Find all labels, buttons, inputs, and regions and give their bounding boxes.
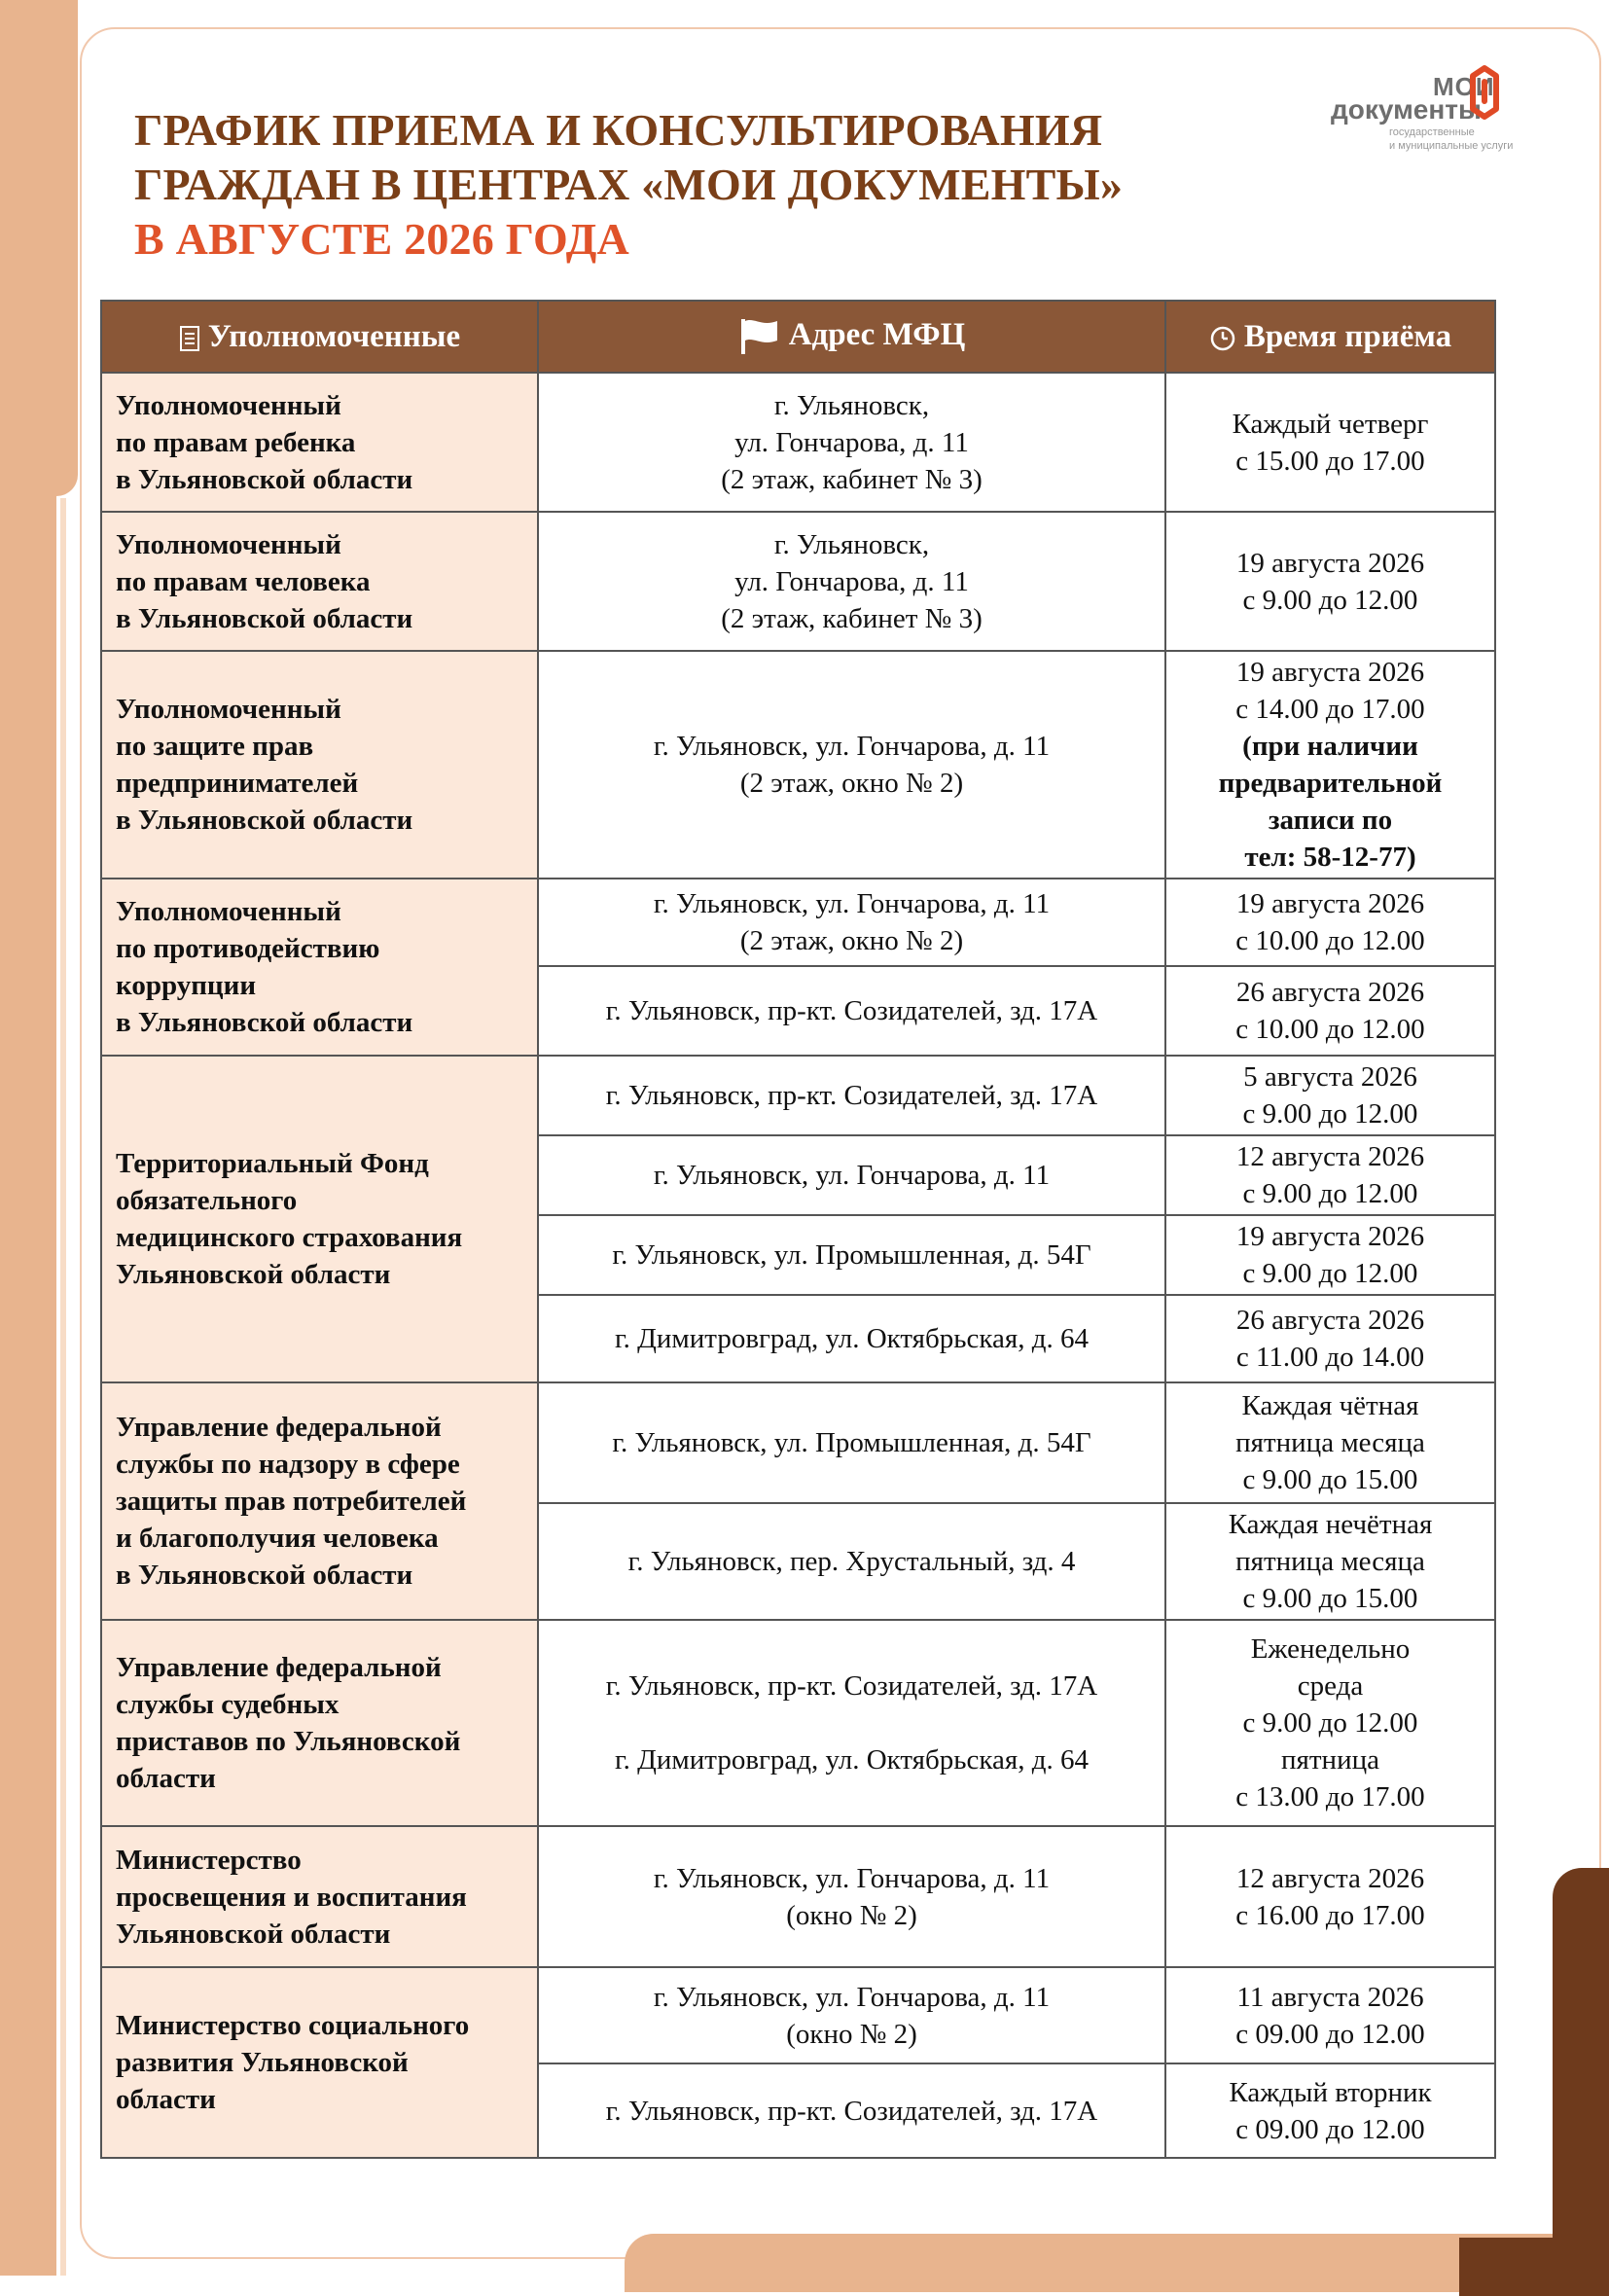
text-line: с 9.00 до 12.00 (1242, 1178, 1418, 1209)
text-line: с 10.00 до 12.00 (1235, 1014, 1425, 1045)
text-line: в Ульяновской области (116, 602, 413, 634)
table-row (101, 512, 1495, 651)
logo-mark-icon (1467, 62, 1500, 121)
address-cell (538, 651, 1165, 879)
authority-name-cell (101, 373, 538, 512)
text-line: Ульяновской области (116, 1918, 391, 1950)
title-line-3: В АВГУСТЕ 2026 ГОДА (134, 214, 629, 264)
logo-subtitle-2: и муниципальные услуги (1389, 140, 1514, 152)
text-line: 26 августа 2026 (1235, 1305, 1425, 1336)
text-line: просвещения и воспитания (116, 1881, 467, 1913)
text-line: с 10.00 до 12.00 (1235, 925, 1425, 956)
authority-name-cell (101, 879, 538, 1056)
table-row (101, 1967, 1495, 2063)
header-authorized (101, 301, 538, 373)
text-line: г. Ульяновск, ул. Гончарова, д. 11 (653, 888, 1051, 919)
time-cell (1165, 1620, 1495, 1826)
address-cell (538, 966, 1165, 1056)
text-line: Каждый вторник (1229, 2076, 1432, 2108)
text-line: г. Ульяновск, ул. Промышленная, д. 54Г (612, 1427, 1091, 1458)
text-line: 12 августа 2026 (1235, 1862, 1425, 1894)
title-line-2: ГРАЖДАН В ЦЕНТРАХ «МОИ ДОКУМЕНТЫ» (134, 160, 1124, 209)
text-line: 19 августа 2026 (1235, 657, 1425, 688)
text-line: в Ульяновской области (116, 1007, 413, 1038)
text-line: с 09.00 до 12.00 (1235, 2018, 1425, 2050)
text-line: 26 августа 2026 (1235, 977, 1425, 1008)
authority-name-cell (101, 1056, 538, 1382)
authority-name-cell (101, 1620, 538, 1826)
text-line: с 9.00 до 15.00 (1242, 1583, 1418, 1614)
address-cell (538, 1503, 1165, 1620)
text-line: области (116, 2084, 216, 2115)
text-line: г. Ульяновск, пер. Хрустальный, зд. 4 (627, 1546, 1076, 1577)
authority-name-cell (101, 1382, 538, 1620)
table-row (101, 1826, 1495, 1967)
text-line: г. Ульяновск, пр-кт. Созидателей, зд. 17А (605, 995, 1098, 1026)
header-address-label: Адрес МФЦ (788, 316, 966, 352)
address-cell (538, 1056, 1165, 1135)
flag-icon (738, 317, 781, 356)
text-line: г. Димитровград, ул. Октябрьская, д. 64 (615, 1744, 1089, 1776)
address-cell (538, 1382, 1165, 1503)
text-line: с 9.00 до 12.00 (1242, 1098, 1418, 1130)
header-time-label: Время приёма (1243, 318, 1452, 354)
text-line: с 15.00 до 17.00 (1235, 445, 1425, 477)
time-cell (1165, 1215, 1495, 1295)
table-row (101, 373, 1495, 512)
text-line: (окно № 2) (786, 2018, 917, 2050)
text-line: г. Ульяновск, (773, 389, 930, 421)
text-line: развития Ульяновской (116, 2047, 409, 2078)
text-line: 19 августа 2026 (1235, 547, 1425, 579)
address-cell (538, 1620, 1165, 1826)
address-cell (538, 1135, 1165, 1215)
text-line: г. Димитровград, ул. Октябрьская, д. 64 (615, 1323, 1089, 1354)
text-line: ул. Гончарова, д. 11 (734, 565, 969, 597)
text-line: Уполномоченный (116, 896, 341, 927)
moi-dokumenty-logo (1331, 60, 1514, 158)
text-line: Уполномоченный (116, 389, 341, 421)
text-line: г. Ульяновск, ул. Промышленная, д. 54Г (612, 1239, 1091, 1271)
text-line: записи по (1268, 805, 1393, 836)
text-line: (при наличии (1242, 731, 1418, 762)
text-line: ул. Гончарова, д. 11 (734, 426, 969, 458)
header-authorized-label: Уполномоченные (207, 318, 461, 354)
bottom-right-decor-base (1459, 2238, 1609, 2296)
text-line: г. Ульяновск, пр-кт. Созидателей, зд. 17А (605, 1670, 1098, 1702)
text-line: и благополучия человека (116, 1523, 439, 1554)
text-line: пятница месяца (1235, 1427, 1425, 1458)
text-line: г. Ульяновск, ул. Гончарова, д. 11 (653, 1981, 1051, 2013)
authority-name-cell (101, 512, 538, 651)
left-decor-band (0, 0, 56, 2276)
schedule-body (101, 373, 1495, 2158)
text-line: с 9.00 до 12.00 (1242, 1707, 1418, 1739)
text-line: с 9.00 до 12.00 (1242, 1258, 1418, 1289)
time-cell (1165, 1826, 1495, 1967)
text-line: 19 августа 2026 (1235, 888, 1425, 919)
text-line: Управление федеральной (116, 1652, 442, 1683)
time-cell (1165, 1056, 1495, 1135)
text-line: Каждый четверг (1232, 408, 1429, 440)
line-gap (547, 1704, 1157, 1741)
text-line: по защите прав (116, 731, 314, 762)
header-address (538, 301, 1165, 373)
text-line: с 9.00 до 12.00 (1242, 584, 1418, 616)
address-cell (538, 1295, 1165, 1382)
text-line: г. Ульяновск, (773, 528, 930, 560)
text-line: г. Ульяновск, ул. Гончарова, д. 11 (653, 1160, 1051, 1191)
text-line: службы судебных (116, 1689, 340, 1720)
time-cell (1165, 879, 1495, 966)
time-cell (1165, 1382, 1495, 1503)
text-line: г. Ульяновск, ул. Гончарова, д. 11 (653, 731, 1051, 762)
text-line: пятница (1281, 1744, 1379, 1776)
time-cell (1165, 1295, 1495, 1382)
address-cell (538, 512, 1165, 651)
text-line: Территориальный Фонд (116, 1148, 429, 1179)
schedule-table (100, 300, 1496, 2159)
text-line: г. Ульяновск, ул. Гончарова, д. 11 (653, 1862, 1051, 1894)
left-decor-stripe (60, 498, 66, 2276)
address-cell (538, 373, 1165, 512)
text-line: тел: 58-12-77) (1244, 842, 1416, 873)
text-line: 12 августа 2026 (1235, 1141, 1425, 1172)
table-row (101, 651, 1495, 879)
text-line: пятница месяца (1235, 1546, 1425, 1577)
time-cell (1165, 966, 1495, 1056)
text-line: по правам ребенка (116, 426, 356, 458)
authority-name-cell (101, 1826, 538, 1967)
text-line: (2 этаж, кабинет № 3) (721, 602, 983, 634)
text-line: 19 августа 2026 (1235, 1221, 1425, 1252)
text-line: с 16.00 до 17.00 (1235, 1899, 1425, 1931)
table-row (101, 879, 1495, 966)
text-line: Каждая чётная (1241, 1390, 1419, 1421)
clock-icon (1209, 325, 1236, 352)
authority-name-cell (101, 1967, 538, 2158)
text-line: Министерство (116, 1844, 302, 1876)
table-header-row (101, 301, 1495, 373)
text-line: защиты прав потребителей (116, 1486, 467, 1517)
authority-name-cell (101, 651, 538, 879)
text-line: с 9.00 до 15.00 (1242, 1464, 1418, 1495)
text-line: с 11.00 до 14.00 (1235, 1342, 1425, 1373)
time-cell (1165, 1967, 1495, 2063)
text-line: Ульяновской области (116, 1259, 391, 1290)
text-line: коррупции (116, 970, 257, 1001)
header-time (1165, 301, 1495, 373)
text-line: Управление федеральной (116, 1412, 442, 1443)
document-icon (179, 325, 200, 352)
table-row (101, 1382, 1495, 1503)
title-line-1: ГРАФИК ПРИЕМА И КОНСУЛЬТИРОВАНИЯ (134, 105, 1103, 155)
time-cell (1165, 512, 1495, 651)
text-line: области (116, 1763, 216, 1794)
time-cell (1165, 651, 1495, 879)
address-cell (538, 1215, 1165, 1295)
address-cell (538, 879, 1165, 966)
text-line: Уполномоченный (116, 694, 341, 725)
time-cell (1165, 1135, 1495, 1215)
bottom-right-decor (1553, 1868, 1609, 2296)
text-line: приставов по Ульяновской (116, 1726, 461, 1757)
text-line: по противодействию (116, 933, 380, 964)
text-line: по правам человека (116, 565, 371, 597)
left-decor-tab (56, 0, 78, 496)
text-line: Министерство социального (116, 2010, 470, 2041)
table-row (101, 1620, 1495, 1826)
text-line: предварительной (1218, 768, 1443, 799)
time-cell (1165, 373, 1495, 512)
time-cell (1165, 1503, 1495, 1620)
text-line: г. Ульяновск, пр-кт. Созидателей, зд. 17А (605, 2095, 1098, 2127)
text-line: 5 августа 2026 (1243, 1061, 1417, 1093)
text-line: (2 этаж, окно № 2) (739, 768, 964, 799)
text-line: в Ульяновской области (116, 805, 413, 836)
text-line: службы по надзору в сфере (116, 1449, 460, 1480)
text-line: Каждая нечётная (1228, 1509, 1433, 1540)
text-line: Уполномоченный (116, 528, 341, 560)
text-line: обязательного (116, 1185, 298, 1216)
address-cell (538, 1826, 1165, 1967)
text-line: с 14.00 до 17.00 (1235, 694, 1425, 725)
text-line: предпринимателей (116, 768, 359, 799)
table-row (101, 1056, 1495, 1135)
text-line: медицинского страхования (116, 1222, 463, 1253)
text-line: (окно № 2) (786, 1899, 917, 1931)
text-line: Еженедельно (1250, 1633, 1411, 1665)
address-cell (538, 1967, 1165, 2063)
logo-subtitle-1: государственные (1389, 126, 1475, 138)
text-line: среда (1297, 1670, 1364, 1702)
text-line: в Ульяновской области (116, 1560, 413, 1591)
text-line: (2 этаж, окно № 2) (739, 925, 964, 956)
text-line: с 13.00 до 17.00 (1235, 1781, 1425, 1812)
text-line: в Ульяновской области (116, 463, 413, 495)
text-line: (2 этаж, кабинет № 3) (721, 463, 983, 495)
text-line: г. Ульяновск, пр-кт. Созидателей, зд. 17А (605, 1080, 1098, 1111)
text-line: 11 августа 2026 (1236, 1981, 1424, 2013)
logo-word-moi: МОИ (1433, 72, 1495, 101)
time-cell (1165, 2063, 1495, 2158)
logo-word-dokumenty: документы (1331, 94, 1482, 125)
text-line: с 09.00 до 12.00 (1235, 2113, 1425, 2145)
address-cell (538, 2063, 1165, 2158)
